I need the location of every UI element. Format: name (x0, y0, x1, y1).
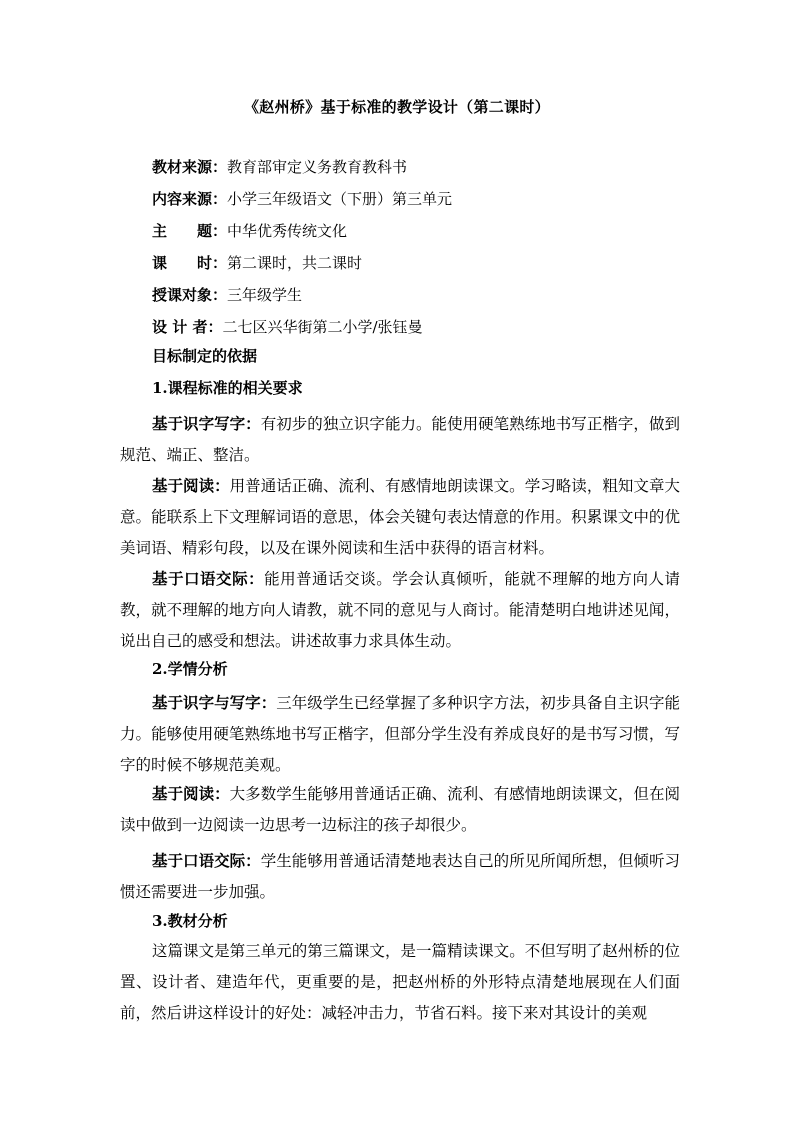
paragraph-lead: 基于识字与写字： (152, 693, 277, 712)
meta-value: 中华优秀传统文化 (227, 222, 348, 240)
paragraph-learners-literacy (120, 687, 680, 781)
meta-label: 授课对象： (152, 286, 228, 304)
meta-label: 内容来源： (152, 190, 228, 208)
meta-lesson-period (152, 253, 362, 273)
paragraph-text: 有初步的独立识字能力。能使用硬笔熟练地书写正楷字，做到规范、端正、整洁。 (120, 415, 680, 464)
paragraph-standards-literacy (120, 408, 680, 471)
paragraph-text: 能用普通话交谈。学会认真倾听，能就不理解的地方向人请教，就不理解的地方向人请教，就不同的意见与人商讨。能清楚明白地讲述见闻，说出自己的感受和想法。讲述故事力求具体生动。 (120, 570, 680, 650)
meta-label: 主 题： (152, 222, 228, 240)
paragraph-learners-oral (120, 845, 680, 908)
meta-label: 课 时： (152, 254, 228, 272)
paragraph-lead: 基于口语交际： (152, 851, 261, 870)
meta-value: 二七区兴华街第二小学/张钰曼 (222, 318, 423, 336)
paragraph-standards-oral (120, 563, 680, 657)
paragraph-lead: 基于阅读： (152, 476, 230, 495)
section-heading-standards: 1.课程标准的相关要求 (152, 379, 303, 397)
paragraph-text: 用普通话正确、流利、有感情地朗读课文。学习略读，粗知文章大意。能联系上下文理解词语的意思，体会关键句表达情意的作用。积累课文中的优美词语、精彩句段，以及在课外阅读和生活中获得的语言材料。 (120, 477, 680, 557)
meta-value: 三年级学生 (227, 286, 303, 304)
meta-value: 小学三年级语文（下册）第三单元 (227, 190, 453, 208)
meta-label: 教材来源： (152, 158, 228, 176)
meta-textbook-source (152, 157, 407, 177)
paragraph-text: 大多数学生能够用普通话正确、流利、有感情地朗读课文，但在阅读中做到一边阅读一边思考一边标注的孩子却很少。 (120, 785, 680, 834)
meta-label: 设 计 者： (152, 318, 223, 336)
section-heading-learner-analysis: 2.学情分析 (152, 660, 228, 678)
meta-theme (152, 221, 347, 241)
paragraph-standards-reading (120, 470, 680, 564)
basis-heading: 目标制定的依据 (152, 347, 258, 365)
paragraph-lead: 基于识字写字： (152, 414, 261, 433)
document-title: 《赵州桥》基于标准的教学设计（第二课时） (243, 98, 550, 116)
paragraph-text: 这篇课文是第三单元的第三篇课文，是一篇精读课文。不但写明了赵州桥的位置、设计者、建造年代，更重要的是，把赵州桥的外形特点清楚地展现在人们面前，然后讲这样设计的好处：减轻冲击力，节省石料。接下来对其设计的美观 (120, 942, 680, 1022)
meta-value: 教育部审定义务教育教科书 (227, 158, 408, 176)
meta-content-source (152, 189, 452, 209)
meta-value: 第二课时，共二课时 (227, 254, 363, 272)
section-heading-textbook-analysis: 3.教材分析 (152, 912, 228, 930)
paragraph-text: 学生能够用普通话清楚地表达自己的所见所闻所想，但倾听习惯还需要进一步加强。 (120, 852, 680, 901)
paragraph-lead: 基于阅读： (152, 784, 230, 803)
paragraph-learners-reading (120, 778, 680, 841)
paragraph-lead: 基于口语交际： (152, 569, 265, 588)
paragraph-text: 三年级学生已经掌握了多种识字方法，初步具备自主识字能力。能够使用硬笔熟练地书写正楷字，但部分学生没有养成良好的是书写习惯，写字的时候不够规范美观。 (120, 694, 680, 774)
meta-audience (152, 285, 302, 305)
meta-designer (152, 317, 423, 337)
paragraph-textbook-analysis (120, 936, 680, 1029)
